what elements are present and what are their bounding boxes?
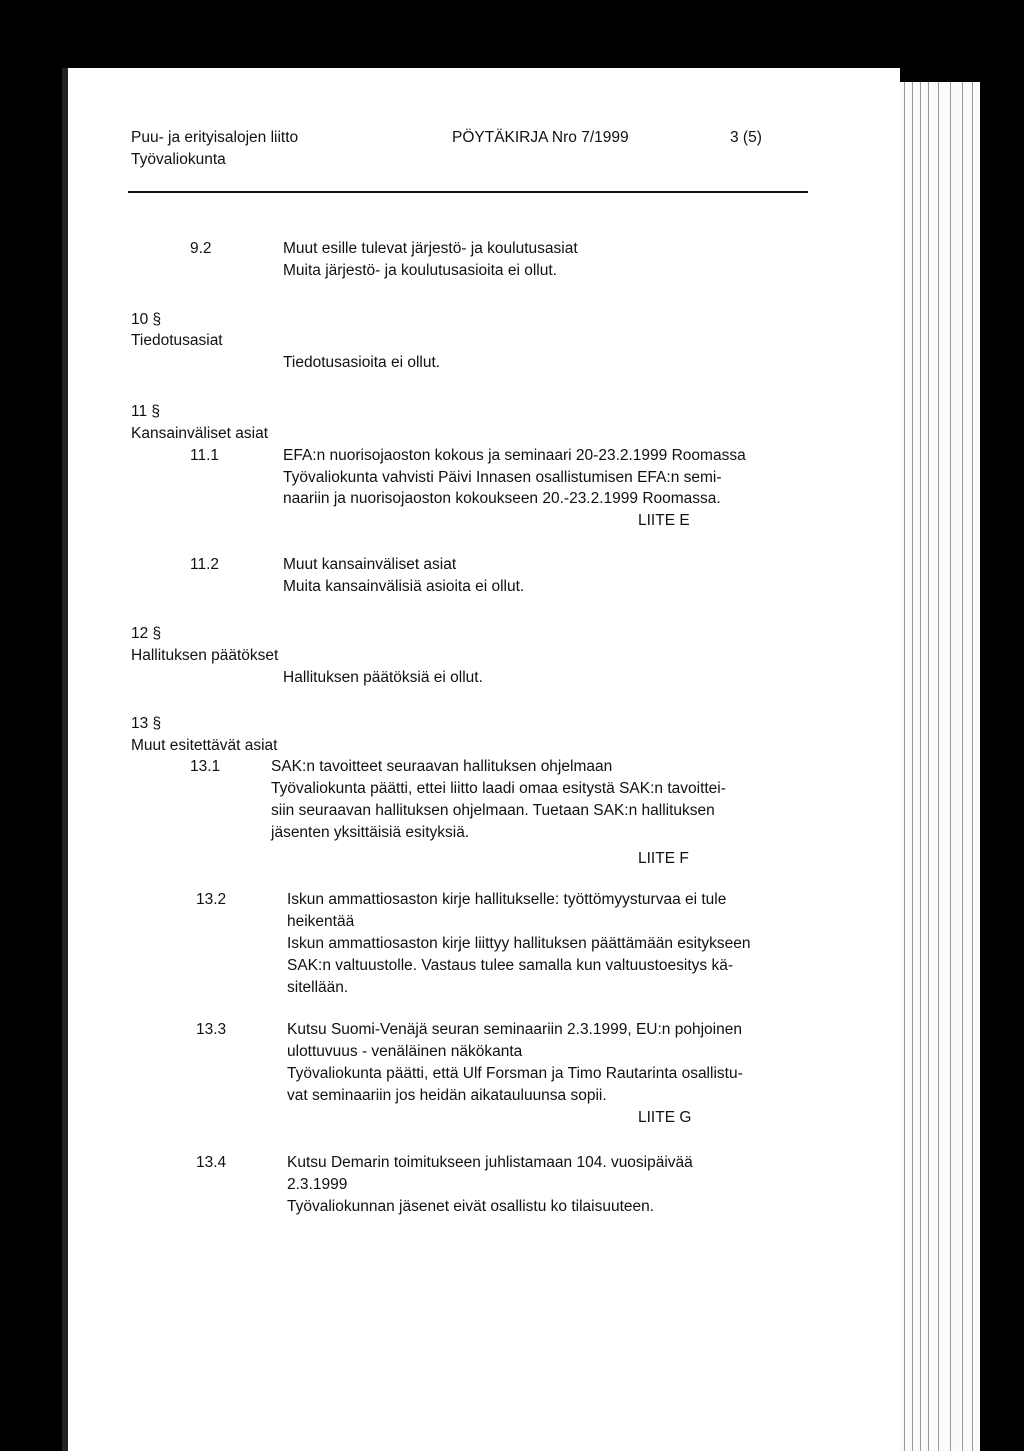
item-number: 11.1: [190, 447, 220, 464]
attachment-reference: LIITE F: [638, 850, 689, 867]
item-heading: EFA:n nuorisojaoston kokous ja seminaari 20-23.2.1999 Roomassa: [283, 447, 746, 464]
header-rule: [128, 191, 808, 193]
item-text-line: naariin ja nuorisojaoston kokoukseen 20.-23.2.1999 Roomassa.: [283, 490, 721, 507]
item-heading: Muut esille tulevat järjestö- ja koulutusasiat: [283, 240, 578, 257]
item-text-line: SAK:n valtuustolle. Vastaus tulee samalla kun valtuustoesitys kä-: [287, 957, 733, 974]
item-heading: Muut kansainväliset asiat: [283, 556, 457, 573]
item-heading-line: Kutsu Suomi-Venäjä seuran seminaariin 2.3.1999, EU:n pohjoinen: [287, 1021, 742, 1038]
page-stack-edge: [898, 82, 980, 1451]
item-number: 13.4: [196, 1154, 227, 1171]
item-number: 13.1: [190, 758, 221, 775]
item-text-line: jäsenten yksittäisiä esityksiä.: [271, 824, 470, 841]
item-text-line: Työvaliokunta päätti, ettei liitto laadi omaa esitystä SAK:n tavoittei-: [271, 780, 726, 797]
item-text-line: Työvaliokunnan jäsenet eivät osallistu ko tilaisuuteen.: [287, 1198, 655, 1215]
item-text: Muita järjestö- ja koulutusasioita ei ollut.: [283, 262, 557, 279]
item-heading: SAK:n tavoitteet seuraavan hallituksen ohjelmaan: [271, 758, 613, 775]
item-text-line: siin seuraavan hallituksen ohjelmaan. Tuetaan SAK:n hallituksen: [271, 802, 715, 819]
section-title: Muut esitettävät asiat: [131, 737, 278, 754]
section-text: Hallituksen päätöksiä ei ollut.: [283, 669, 483, 686]
item-heading-line: heikentää: [287, 913, 355, 930]
item-number: 11.2: [190, 556, 220, 573]
section-text: Tiedotusasioita ei ollut.: [283, 354, 441, 371]
item-text-line: Työvaliokunta vahvisti Päivi Innasen osallistumisen EFA:n semi-: [283, 469, 722, 486]
item-number: 13.2: [196, 891, 227, 908]
item-heading-line: Iskun ammattiosaston kirje hallitukselle: työttömyysturvaa ei tule: [287, 891, 727, 908]
section-number: 10 §: [131, 311, 162, 328]
item-heading-line: Kutsu Demarin toimitukseen juhlistamaan 104. vuosipäivää: [287, 1154, 693, 1171]
organization-name: Puu- ja erityisalojen liitto: [131, 129, 299, 146]
page-number: 3 (5): [730, 129, 762, 146]
item-text-line: vat seminaariin jos heidän aikatauluunsa sopii.: [287, 1087, 607, 1104]
section-title: Kansainväliset asiat: [131, 425, 268, 442]
item-text: Muita kansainvälisiä asioita ei ollut.: [283, 578, 525, 595]
item-heading-line: ulottuvuus - venäläinen näkökanta: [287, 1043, 523, 1060]
page-binding-edge: [62, 68, 68, 1451]
section-title: Hallituksen päätökset: [131, 647, 279, 664]
item-text-line: Iskun ammattiosaston kirje liittyy hallituksen päättämään esitykseen: [287, 935, 751, 952]
document-title: PÖYTÄKIRJA Nro 7/1999: [452, 129, 629, 146]
committee-name: Työvaliokunta: [131, 151, 226, 168]
attachment-reference: LIITE G: [638, 1109, 692, 1126]
section-title: Tiedotusasiat: [131, 332, 223, 349]
item-text-line: Työvaliokunta päätti, että Ulf Forsman ja Timo Rautarinta osallistu-: [287, 1065, 743, 1082]
item-text-line: sitellään.: [287, 979, 349, 996]
item-number: 9.2: [190, 240, 212, 257]
section-number: 11 §: [131, 403, 161, 420]
section-number: 12 §: [131, 625, 162, 642]
item-heading-line: 2.3.1999: [287, 1176, 348, 1193]
item-number: 13.3: [196, 1021, 227, 1038]
section-number: 13 §: [131, 715, 162, 732]
attachment-reference: LIITE E: [638, 512, 690, 529]
